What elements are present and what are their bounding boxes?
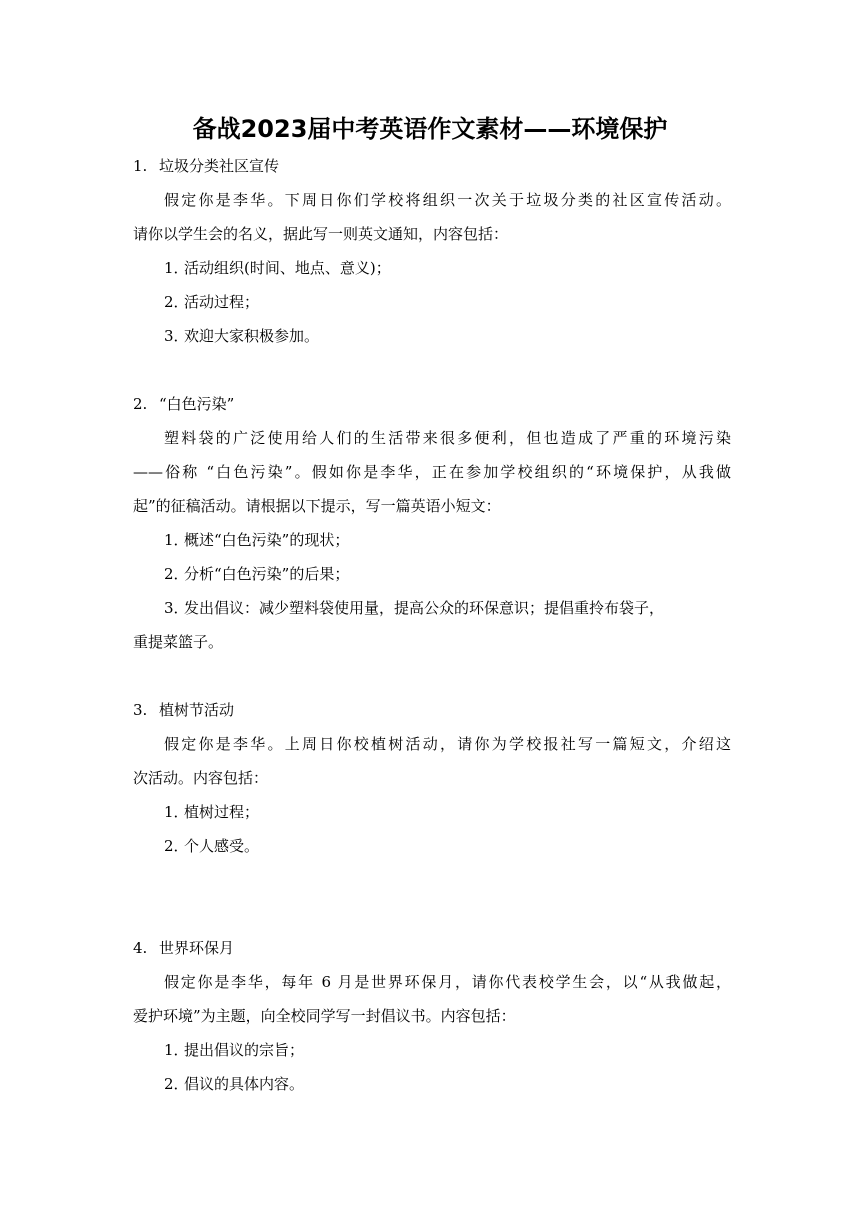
list-item-continuation: 重提菜篮子。 — [133, 633, 224, 651]
section-heading-3 — [133, 699, 234, 721]
section-heading-text: 植树节活动 — [159, 701, 235, 719]
list-item-number: 2． — [164, 837, 189, 855]
paragraph-line: 起”的征稿活动。请根据以下提示，写一篇英语小短文： — [133, 497, 501, 515]
list-item-text: 植树过程； — [184, 803, 260, 821]
list-item-text: 分析“白色污染”的后果； — [184, 565, 350, 583]
page-title: 备战2023届中考英语作文素材——环境保护 — [192, 115, 668, 143]
section-heading-1 — [133, 155, 279, 177]
list-item-number: 3． — [164, 327, 189, 345]
list-item — [164, 597, 664, 619]
list-item-text: 欢迎大家积极参加。 — [184, 327, 320, 345]
list-item-number: 1． — [164, 1041, 189, 1059]
list-item-number: 2． — [164, 565, 189, 583]
list-item-number: 3． — [164, 599, 189, 617]
list-item-text: 发出倡议：减少塑料袋使用量，提高公众的环保意识；提倡重拎布袋子， — [184, 599, 665, 617]
section-number: 3. — [133, 701, 148, 719]
section-heading-4 — [133, 937, 234, 959]
section-number: 1. — [133, 157, 148, 175]
list-item — [164, 801, 259, 823]
list-item-text: 个人感受。 — [184, 837, 260, 855]
list-item-text: 概述“白色污染”的现状； — [184, 531, 350, 549]
list-item — [164, 563, 349, 585]
paragraph-line: 塑料袋的广泛使用给人们的生活带来很多便利，但也造成了严重的环境污染 — [164, 429, 731, 447]
list-item — [164, 257, 391, 279]
section-heading-text: “白色污染” — [159, 395, 235, 413]
list-item-number: 1． — [164, 531, 189, 549]
section-number: 2. — [133, 395, 148, 413]
list-item-text: 倡议的具体内容。 — [184, 1075, 305, 1093]
list-item — [164, 1039, 304, 1061]
list-item-number: 2． — [164, 293, 189, 311]
paragraph-line: 爱护环境”为主题，向全校同学写一封倡议书。内容包括： — [133, 1007, 516, 1025]
paragraph-line: 假定你是李华。上周日你校植树活动，请你为学校报社写一篇短文，介绍这 — [164, 735, 731, 753]
paragraph-line: 次活动。内容包括： — [133, 769, 269, 787]
list-item-number: 2． — [164, 1075, 189, 1093]
section-heading-text: 垃圾分类社区宣传 — [159, 157, 280, 175]
list-item — [164, 835, 259, 857]
list-item — [164, 529, 349, 551]
list-item — [164, 291, 259, 313]
section-heading-2 — [133, 393, 234, 415]
paragraph-line: ——俗称 “白色污染”。假如你是李华，正在参加学校组织的“环境保护，从我做 — [133, 463, 731, 481]
list-item-number: 1． — [164, 259, 189, 277]
list-item-text: 提出倡议的宗旨； — [184, 1041, 305, 1059]
list-item-number: 1． — [164, 803, 189, 821]
list-item — [164, 325, 319, 347]
paragraph-line: 请你以学生会的名义，据此写一则英文通知，内容包括： — [133, 225, 509, 243]
section-heading-text: 世界环保月 — [159, 939, 235, 957]
list-item-text: 活动组织(时间、地点、意义)； — [184, 259, 391, 277]
list-item-text: 活动过程； — [184, 293, 260, 311]
paragraph-line: 假定你是李华，每年 6 月是世界环保月，请你代表校学生会，以“从我做起， — [164, 973, 731, 991]
section-number: 4. — [133, 939, 148, 957]
list-item — [164, 1073, 304, 1095]
paragraph-line: 假定你是李华。下周日你们学校将组织一次关于垃圾分类的社区宣传活动。 — [164, 191, 731, 209]
